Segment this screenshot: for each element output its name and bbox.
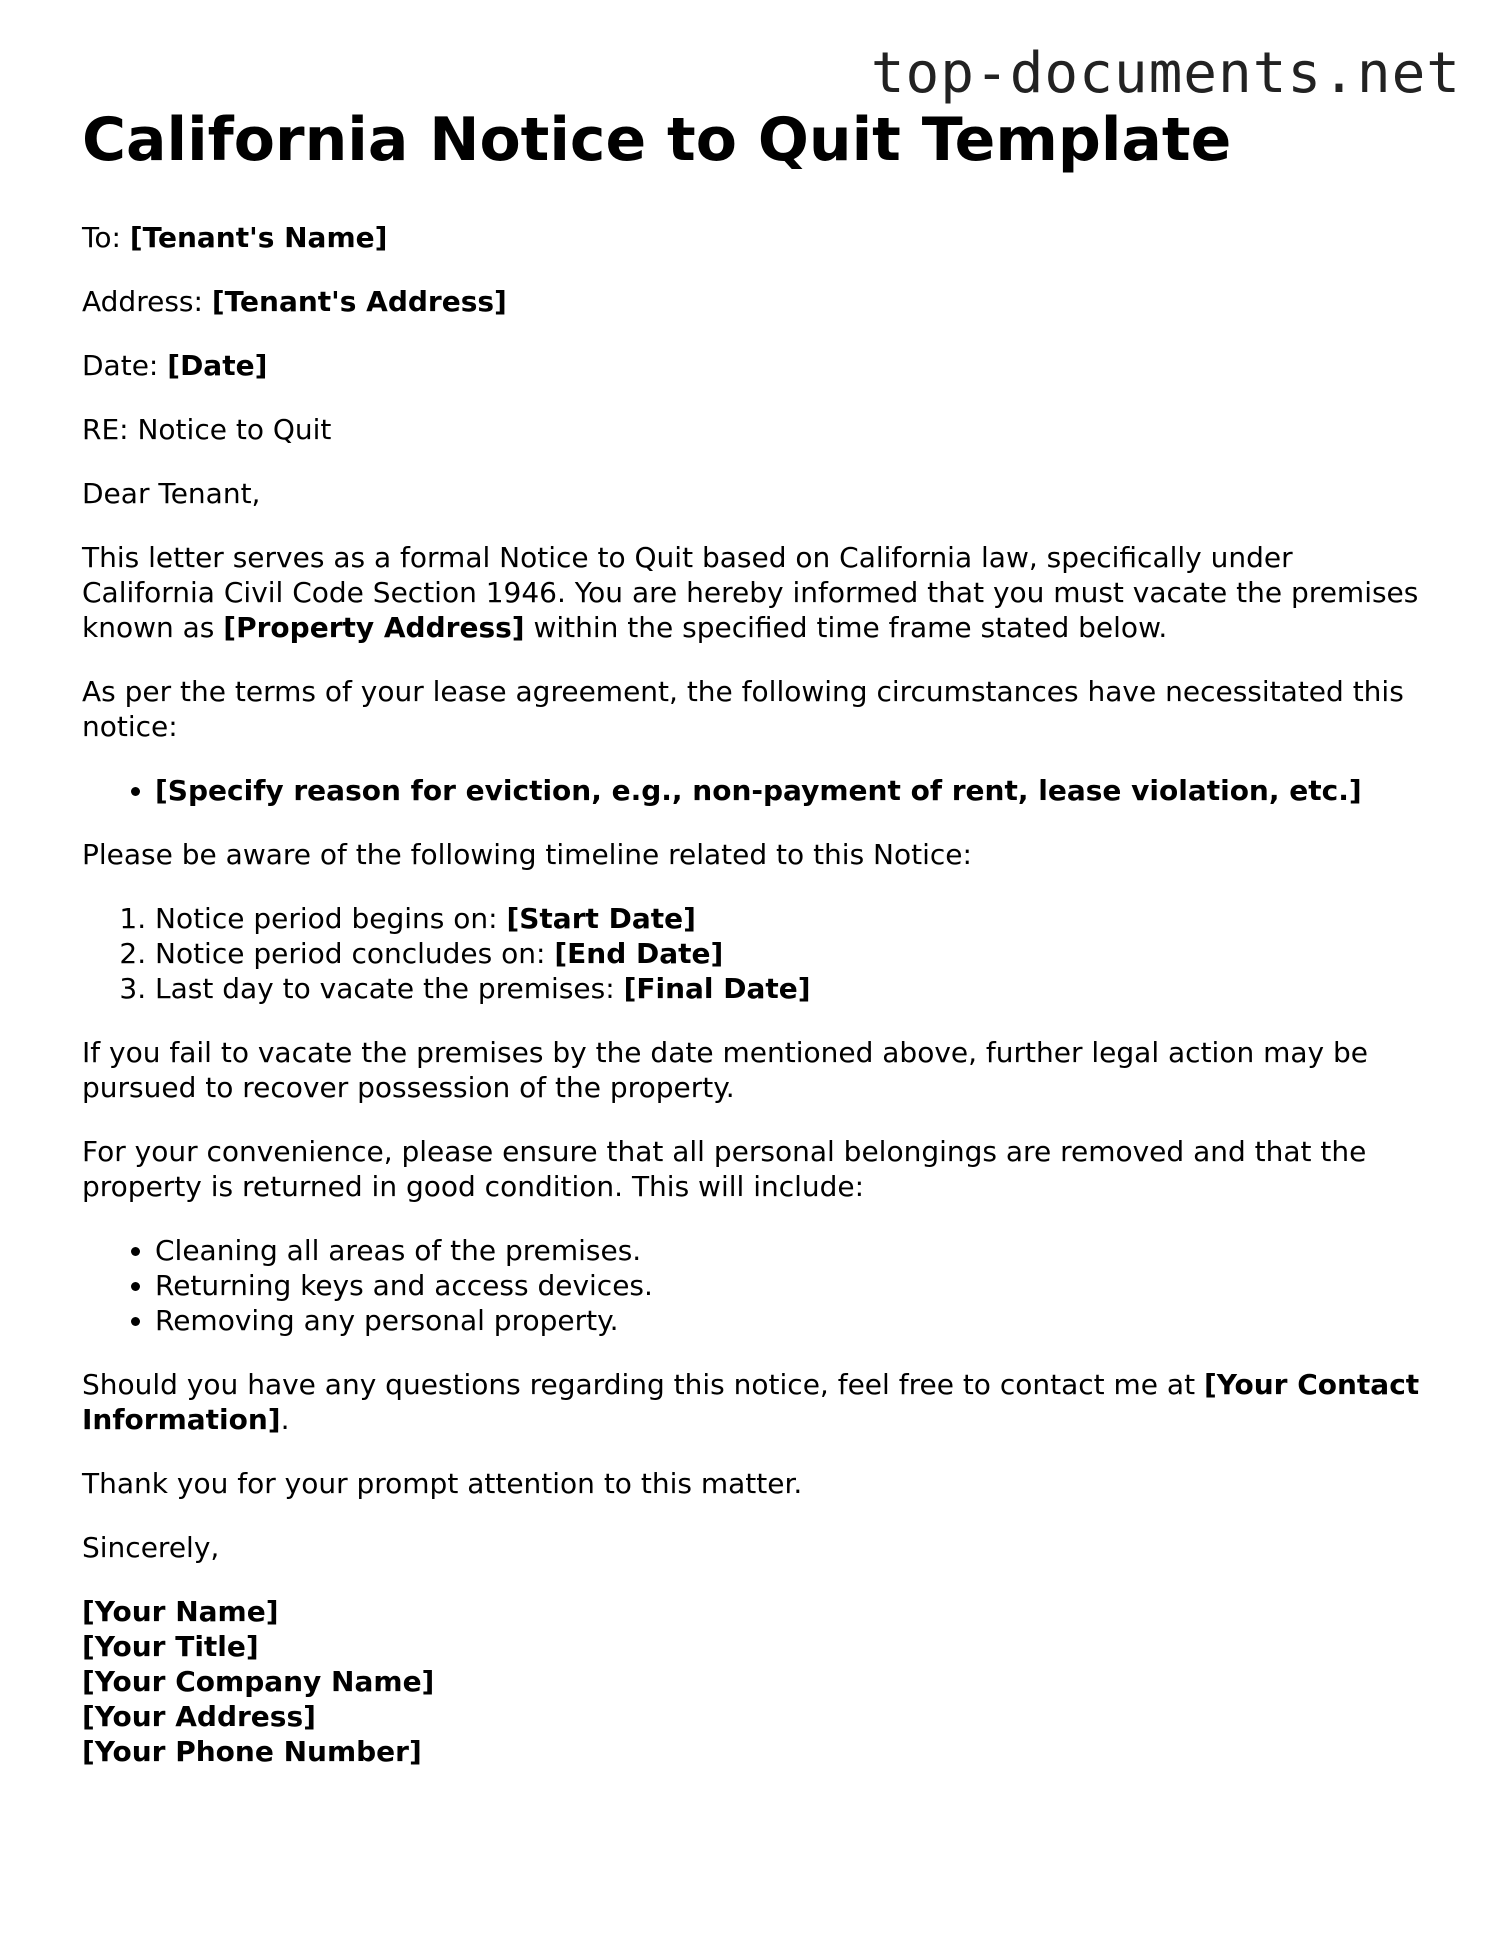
signature-phone: [Your Phone Number] [82, 1735, 422, 1768]
list-item [155, 971, 1422, 1006]
address-line [82, 284, 1422, 319]
date-value: [Date] [167, 349, 268, 382]
reason-list [82, 773, 1422, 808]
salutation: Dear Tenant, [82, 477, 261, 510]
list-item [155, 901, 1422, 936]
signature-block [82, 1594, 1422, 1769]
list-item: • Removing any personal property. [155, 1303, 1422, 1338]
timeline-value: [Start Date] [506, 902, 696, 935]
checklist [82, 1233, 1422, 1338]
list-item [155, 773, 1422, 808]
timeline-value: [End Date] [554, 937, 724, 970]
date-label: Date: [82, 349, 168, 382]
paragraph-lease: As per the terms of your lease agreement, the following circumstances have necessitated this notice: [82, 675, 1404, 743]
page-title: California Notice to Quit Template [82, 105, 1232, 175]
re-line: RE: Notice to Quit [82, 413, 332, 446]
paragraph-notice [82, 540, 1422, 645]
timeline-list [82, 901, 1422, 1006]
signature-title: [Your Title] [82, 1630, 259, 1663]
to-value: [Tenant's Name] [129, 221, 388, 254]
date-line [82, 348, 1422, 383]
timeline-label: Notice period begins on: [155, 902, 507, 935]
closing: Sincerely, [82, 1531, 220, 1564]
paragraph-contact-text: Should you have any questions regarding this notice, feel free to contact me at [82, 1368, 1204, 1401]
paragraph-legal-action: If you fail to vacate the premises by the date mentioned above, further legal action may be pursued to recover possession of the property. [82, 1036, 1369, 1104]
paragraph-timeline-intro: Please be aware of the following timeline related to this Notice: [82, 838, 972, 871]
document-body [82, 100, 1422, 1769]
list-item [155, 936, 1422, 971]
to-line [82, 220, 1422, 255]
list-item: • Cleaning all areas of the premises. [155, 1233, 1422, 1268]
to-label: To: [82, 221, 130, 254]
paragraph-contact-tail: . [280, 1403, 290, 1436]
paragraph-contact [82, 1367, 1422, 1437]
paragraph-thanks: Thank you for your prompt attention to this matter. [82, 1467, 803, 1500]
address-label: Address: [82, 285, 212, 318]
signature-company: [Your Company Name] [82, 1665, 435, 1698]
reason-placeholder: [Specify reason for eviction, e.g., non-payment of rent, lease violation, etc.] [155, 774, 1362, 807]
timeline-label: Last day to vacate the premises: [155, 972, 624, 1005]
paragraph-notice-tail: within the specified time frame stated below. [524, 611, 1168, 644]
property-address-placeholder: [Property Address] [223, 611, 525, 644]
timeline-value: [Final Date] [623, 972, 811, 1005]
signature-name: [Your Name] [82, 1595, 279, 1628]
contact-placeholder: [Your Contact Information] [82, 1368, 1420, 1436]
address-value: [Tenant's Address] [211, 285, 507, 318]
signature-address: [Your Address] [82, 1700, 316, 1733]
paragraph-notice-text: This letter serves as a formal Notice to Quit based on California law, specifically under California Civil Code Section 1946. You are hereby informed that you must vacate the premises known as [82, 541, 1419, 644]
watermark-text: top-documents.net [870, 41, 1461, 106]
timeline-label: Notice period concludes on: [155, 937, 555, 970]
list-item: • Returning keys and access devices. [155, 1268, 1422, 1303]
paragraph-convenience: For your convenience, please ensure that all personal belongings are removed and that the property is returned in good condition. This will include: [82, 1135, 1367, 1203]
